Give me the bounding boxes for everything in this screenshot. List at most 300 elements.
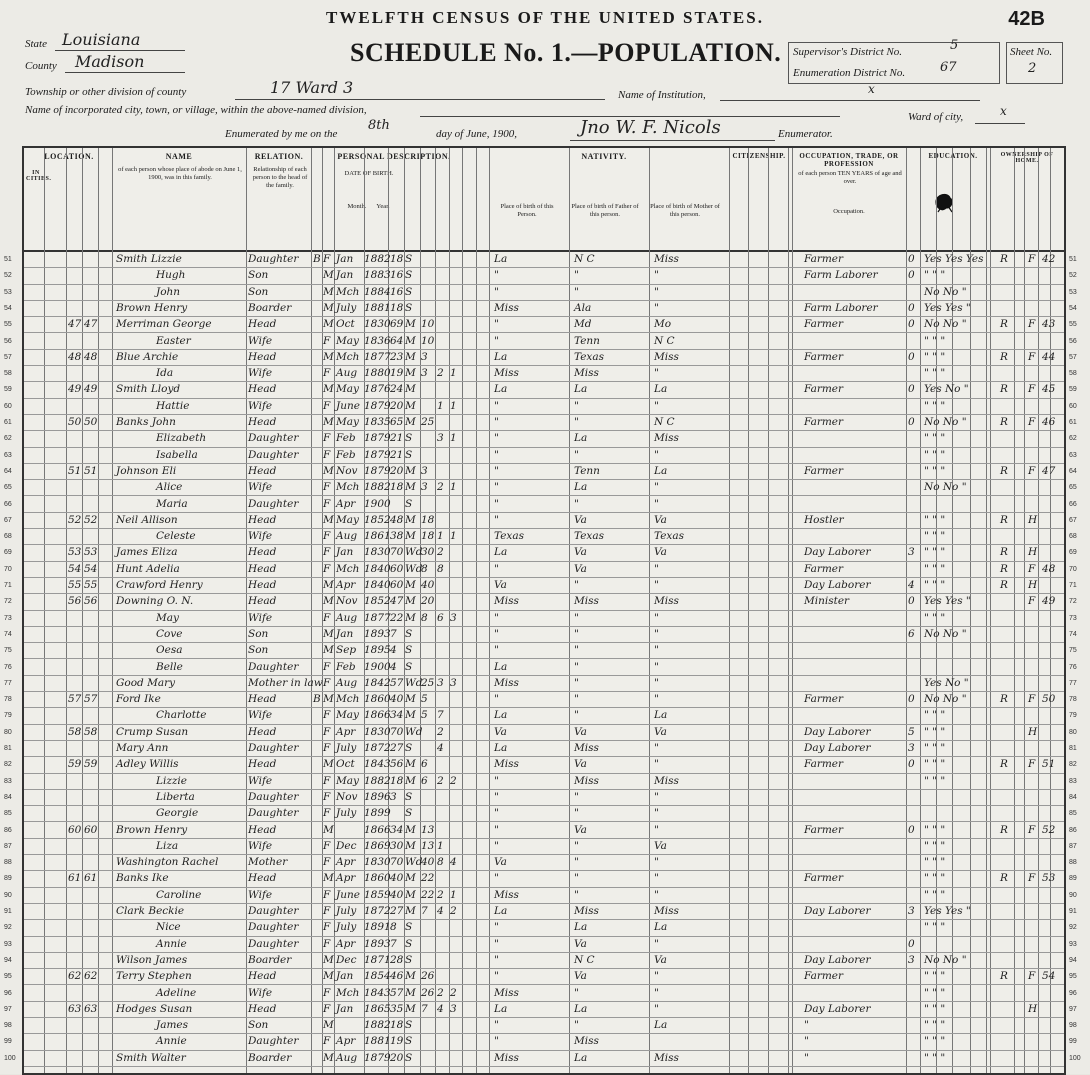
cell-mpob: "	[654, 872, 659, 885]
line-number: 95	[4, 973, 12, 981]
cell-mpob: "	[654, 790, 659, 803]
cell-unemp	[908, 1051, 920, 1066]
cell-cond: M	[405, 481, 416, 494]
cell-ch	[437, 627, 449, 642]
cell-mpob: Mo	[654, 318, 672, 331]
cell-liv: 1	[450, 432, 457, 445]
cell-yrs: 20	[421, 595, 435, 608]
cell-fm: H	[1028, 546, 1038, 559]
cell-fm	[1028, 741, 1040, 756]
cell-name: John	[156, 285, 181, 298]
line-number: 56	[1069, 337, 1077, 345]
cell-fpob: "	[574, 644, 579, 657]
cell-sex: M	[323, 644, 334, 657]
cell-fm	[1028, 529, 1040, 544]
cell-pob: "	[494, 416, 499, 428]
line-number: 61	[4, 419, 12, 426]
cell-own: R	[1000, 970, 1008, 983]
cell-fpob: Va	[574, 823, 587, 836]
cell-dw	[68, 643, 82, 658]
cell-mpob: "	[654, 399, 659, 412]
cell-fm	[1028, 431, 1040, 446]
cell-unemp: 3	[908, 546, 915, 559]
cell-mpob: Va	[654, 513, 667, 526]
cell-rel: Daughter	[248, 1035, 299, 1048]
census-row	[4, 285, 1077, 300]
line-number: 67	[4, 516, 12, 524]
cell-cond: M	[405, 318, 416, 331]
cell-rel: Head	[248, 595, 277, 608]
cell-mpob: Miss	[654, 432, 679, 445]
cell-sex: F	[323, 1035, 331, 1048]
cell-rel: Daughter	[248, 497, 299, 510]
cell-name: Maria	[156, 497, 188, 510]
cell-age: 47	[390, 595, 404, 608]
cell-fam	[84, 1034, 98, 1049]
cell-yrs	[421, 660, 435, 675]
cell-dw	[68, 986, 82, 1001]
line-number: 94	[4, 956, 12, 964]
cell-name: Liberta	[156, 790, 195, 803]
cell-pob: "	[494, 318, 499, 331]
cell-rel: Son	[248, 644, 269, 657]
cell-ed: " " "	[924, 611, 946, 624]
line-number: 53	[4, 288, 12, 296]
cell-race	[313, 774, 323, 789]
cell-occ	[804, 806, 904, 821]
cell-mpob: Miss	[654, 1051, 679, 1064]
cell-year: 1852	[364, 513, 391, 526]
cell-occ: Farmer	[804, 693, 844, 706]
line-number: 94	[1069, 956, 1077, 964]
line-number: 54	[4, 304, 12, 312]
cell-occ: Hostler	[804, 513, 844, 526]
cell-farm: 54	[1042, 970, 1056, 983]
cell-fm	[1028, 366, 1040, 381]
cell-rel: Daughter	[248, 253, 299, 265]
cell-occ: Farmer	[804, 350, 844, 363]
cell-name: Brown Henry	[116, 823, 188, 836]
cell-ch	[437, 334, 449, 349]
cell-pob: "	[494, 334, 499, 347]
cell-ed: " " "	[924, 872, 946, 885]
cell-fam: 47	[84, 318, 98, 331]
cell-dw	[68, 431, 82, 446]
cell-pob: "	[494, 839, 499, 852]
cell-fm	[1028, 480, 1040, 495]
cell-age: 56	[390, 758, 404, 771]
cell-fam	[84, 627, 98, 642]
cell-fpob: "	[574, 579, 579, 591]
cell-liv: 1	[450, 888, 457, 901]
cell-age: 46	[390, 970, 404, 983]
cell-own: R	[1000, 464, 1008, 477]
cell-name: Mary Ann	[116, 742, 169, 754]
cell-rel: Daughter	[248, 921, 299, 934]
cell-occ	[804, 399, 904, 414]
line-number: 85	[4, 810, 12, 818]
cell-sex: M	[323, 513, 334, 526]
cell-unemp	[908, 497, 920, 512]
cell-own: R	[1000, 416, 1008, 428]
census-row	[4, 594, 1077, 609]
cell-ch	[437, 382, 449, 397]
cell-own	[1000, 1002, 1012, 1017]
cell-unemp	[908, 1002, 920, 1017]
cell-age: 20	[390, 464, 404, 477]
cell-dw	[68, 301, 82, 316]
cell-month: Aug	[336, 530, 358, 543]
census-row	[4, 448, 1077, 463]
cell-unemp	[908, 855, 920, 870]
supervisor-value: 5	[950, 38, 959, 53]
line-number: 80	[4, 728, 12, 736]
nativity-header: NATIVITY.	[581, 152, 627, 161]
cell-age: 18	[390, 1019, 404, 1032]
cell-farm	[1042, 855, 1062, 870]
census-row	[4, 839, 1077, 854]
line-number: 74	[1069, 630, 1077, 638]
year-header: Year.	[376, 203, 390, 210]
cell-own	[1000, 366, 1012, 381]
cell-yrs: 6	[421, 758, 428, 771]
line-number: 66	[4, 500, 12, 508]
cell-month: Jan	[336, 253, 354, 265]
cell-year: 1893	[364, 627, 391, 640]
cell-cond: Wd	[405, 856, 423, 869]
line-number: 93	[1069, 940, 1077, 948]
cell-race	[313, 285, 323, 300]
cell-farm	[1042, 676, 1062, 691]
cell-farm	[1042, 839, 1062, 854]
cell-mpob: "	[654, 986, 659, 999]
cell-rel: Wife	[248, 399, 273, 412]
cell-sex: M	[323, 595, 334, 608]
ward-value: x	[1000, 104, 1007, 118]
cell-ch: 2	[437, 888, 444, 901]
cell-month: Mch	[336, 986, 360, 999]
census-row	[4, 334, 1077, 349]
cell-own: R	[1000, 758, 1008, 771]
location-header: LOCATION.	[44, 152, 94, 161]
cell-unemp: 0	[908, 693, 915, 706]
cell-unemp	[908, 871, 920, 886]
cell-occ: Day Laborer	[804, 725, 871, 738]
cell-unemp: 5	[908, 725, 915, 738]
cell-name: Alice	[156, 481, 183, 494]
cell-rel: Mother	[248, 856, 288, 869]
cell-fpob: Miss	[574, 1035, 599, 1048]
line-number: 75	[4, 647, 12, 655]
cell-liv	[450, 562, 462, 577]
cell-age	[390, 806, 404, 821]
cell-own: R	[1000, 579, 1008, 591]
cell-pob: La	[494, 1002, 508, 1015]
cell-unemp	[908, 986, 920, 1001]
cell-occ	[804, 448, 904, 463]
line-number: 53	[1069, 288, 1077, 296]
cell-unemp: 0	[908, 383, 915, 396]
cell-pob: "	[494, 644, 499, 657]
cell-rel: Boarder	[248, 953, 292, 966]
cell-yrs	[421, 431, 435, 446]
cell-rel: Head	[248, 383, 277, 396]
cell-unemp	[908, 431, 920, 446]
cell-farm	[1042, 627, 1062, 642]
pob-mother-header: Place of birth of Mother of this person.	[650, 203, 720, 218]
cell-yrs: 3	[421, 464, 428, 477]
cell-age: 27	[390, 742, 404, 754]
census-row	[4, 708, 1077, 723]
cell-fpob: Texas	[574, 350, 604, 363]
cell-fpob: "	[574, 611, 579, 624]
cell-sex: F	[323, 986, 331, 999]
cell-fm: F	[1028, 758, 1036, 771]
cell-ch	[437, 301, 449, 316]
cell-liv	[450, 1051, 462, 1066]
cell-mpob: "	[654, 579, 659, 591]
line-number: 91	[1069, 908, 1077, 915]
line-number: 88	[1069, 859, 1077, 867]
cell-race	[313, 643, 323, 658]
cell-own	[1000, 1018, 1012, 1033]
cell-occ: "	[804, 1019, 809, 1032]
line-number: 73	[4, 614, 12, 622]
cell-mpob: "	[654, 823, 659, 836]
cell-ch	[437, 806, 449, 821]
cell-name: Ford Ike	[116, 693, 161, 706]
cell-fam	[84, 366, 98, 381]
cell-farm	[1042, 741, 1062, 756]
cell-month: Apr	[336, 856, 356, 869]
cell-age: 24	[390, 383, 404, 396]
census-row	[4, 317, 1077, 332]
cell-farm: 49	[1042, 595, 1056, 608]
cell-occ: Minister	[804, 595, 850, 608]
cell-unemp	[908, 285, 920, 300]
education-header: EDUCATION.	[928, 152, 978, 160]
cell-fam: 59	[84, 758, 98, 771]
line-number: 55	[4, 321, 12, 329]
cell-name: Easter	[156, 334, 191, 347]
cell-rel: Head	[248, 1002, 277, 1015]
cell-sex: M	[323, 269, 334, 282]
cell-year: 1896	[364, 790, 391, 803]
cell-cond: S	[405, 497, 413, 510]
cell-month: Oct	[336, 758, 355, 771]
cell-fam	[84, 611, 98, 626]
cell-age: 16	[390, 269, 404, 282]
line-number: 90	[1069, 891, 1077, 899]
cell-dw	[68, 285, 82, 300]
township-line	[235, 99, 605, 100]
cell-race	[313, 480, 323, 495]
cell-year: 1830	[364, 725, 391, 738]
cell-year: 1840	[364, 562, 391, 575]
cell-liv	[450, 660, 462, 675]
cell-farm: 51	[1042, 758, 1056, 771]
cell-rel: Head	[248, 579, 277, 591]
line-number: 65	[4, 484, 12, 492]
cell-name: Wilson James	[116, 953, 188, 966]
cell-mpob: N C	[654, 416, 675, 428]
cell-fpob: "	[574, 872, 579, 885]
cell-fam: 53	[84, 546, 98, 559]
cell-fm	[1028, 774, 1040, 789]
cell-pob: Miss	[494, 1051, 519, 1064]
cell-sex: M	[323, 301, 334, 314]
cell-dw	[68, 904, 82, 919]
cell-mpob: "	[654, 301, 659, 314]
cell-own	[1000, 855, 1012, 870]
census-row	[4, 252, 1077, 267]
cell-cond: Wd	[405, 676, 423, 689]
line-number: 81	[1069, 745, 1077, 752]
cell-cond: S	[405, 807, 413, 820]
cell-pob: Va	[494, 856, 507, 869]
relation-subheader: Relationship of each person to the head of the family.	[252, 166, 308, 189]
cell-age: 18	[390, 481, 404, 494]
line-number: 57	[1069, 353, 1077, 361]
cell-unemp	[908, 480, 920, 495]
cell-liv: 2	[450, 774, 457, 787]
cell-age: 28	[390, 953, 404, 966]
cell-name: Hunt Adelia	[116, 562, 180, 575]
cell-race	[313, 790, 323, 805]
cell-liv	[450, 578, 462, 593]
cell-name: Celeste	[156, 530, 196, 543]
cell-occ	[804, 431, 904, 446]
cell-fam	[84, 855, 98, 870]
cell-ed: " " "	[924, 432, 946, 445]
cell-cond: S	[405, 1051, 413, 1064]
cell-dw	[68, 806, 82, 821]
cell-unemp	[908, 920, 920, 935]
cell-own	[1000, 431, 1012, 446]
cell-cond: S	[405, 1035, 413, 1048]
cell-pob: "	[494, 807, 499, 820]
cell-unemp: 0	[908, 318, 915, 331]
cell-name: Merriman George	[116, 318, 212, 331]
cell-unemp: 3	[908, 742, 915, 754]
cell-mpob: "	[654, 448, 659, 461]
cell-sex: F	[323, 839, 331, 852]
cell-yrs	[421, 806, 435, 821]
cell-rel: Wife	[248, 986, 273, 999]
cell-age: 18	[390, 253, 404, 265]
cell-farm	[1042, 806, 1062, 821]
cell-year: 1872	[364, 905, 391, 917]
census-row	[4, 790, 1077, 805]
cell-name: Elizabeth	[156, 432, 207, 445]
cell-ch	[437, 692, 449, 707]
cell-fam	[84, 1051, 98, 1066]
cell-pob: "	[494, 611, 499, 624]
cell-ch	[437, 660, 449, 675]
cell-month: Aug	[336, 1051, 358, 1064]
cell-fpob: Miss	[574, 742, 599, 754]
county-line	[65, 72, 185, 73]
cell-ch	[437, 594, 449, 609]
cell-yrs	[421, 301, 435, 316]
cell-pob: La	[494, 742, 508, 754]
cell-fpob: Va	[574, 937, 587, 950]
cell-year: 1882	[364, 1019, 391, 1032]
cell-race	[313, 986, 323, 1001]
cell-occ: Farmer	[804, 464, 844, 477]
cell-mpob	[654, 1034, 728, 1049]
cell-ed: " " "	[924, 562, 946, 575]
cell-ch	[437, 1034, 449, 1049]
cell-liv	[450, 545, 462, 560]
cell-unemp	[908, 562, 920, 577]
cell-month: Oct	[336, 318, 355, 331]
cell-occ	[804, 660, 904, 675]
cell-farm	[1042, 660, 1062, 675]
cell-rel: Head	[248, 464, 277, 477]
cell-pob: La	[494, 709, 508, 722]
cell-unemp: 3	[908, 953, 915, 966]
cell-dw	[68, 708, 82, 723]
census-row	[4, 529, 1077, 544]
cell-liv	[450, 268, 462, 283]
cell-cond: S	[405, 644, 413, 657]
cell-fpob: "	[574, 676, 579, 689]
census-row	[4, 611, 1077, 626]
cell-dw: 62	[68, 970, 82, 983]
cell-own: R	[1000, 546, 1008, 559]
census-row	[4, 937, 1077, 952]
cell-yrs: 3	[421, 481, 428, 494]
cell-name: Smith Lizzie	[116, 253, 182, 265]
cell-farm: 50	[1042, 693, 1056, 706]
cell-ed: Yes Yes "	[924, 301, 971, 314]
cell-farm	[1042, 285, 1062, 300]
cell-unemp: 6	[908, 627, 915, 640]
cell-unemp	[908, 529, 920, 544]
cell-pob: "	[494, 921, 499, 934]
cell-fm	[1028, 301, 1040, 316]
cell-year: 1881	[364, 301, 391, 314]
cell-fam: 62	[84, 970, 98, 983]
cell-ed: No No "	[924, 285, 967, 298]
cell-rel: Daughter	[248, 742, 299, 754]
cell-ch	[437, 953, 449, 968]
cell-farm	[1042, 497, 1062, 512]
cell-fam: 55	[84, 579, 98, 591]
line-number: 65	[1069, 484, 1077, 492]
cell-rel: Head	[248, 513, 277, 526]
cell-fpob: "	[574, 448, 579, 461]
cell-fpob: "	[574, 693, 579, 706]
cell-own	[1000, 920, 1012, 935]
cell-own	[1000, 676, 1012, 691]
census-row	[4, 268, 1077, 283]
row-rule	[24, 1066, 1064, 1067]
cell-own	[1000, 611, 1012, 626]
date-birth-header: DATE OF BIRTH.	[344, 170, 394, 177]
cell-occ	[804, 839, 904, 854]
cell-liv	[450, 594, 462, 609]
cell-race	[313, 301, 323, 316]
cell-cond: S	[405, 1019, 413, 1032]
cell-name: Neil Allison	[116, 513, 178, 526]
cell-year: 1899	[364, 807, 391, 820]
cell-cond: S	[405, 432, 413, 445]
cell-occ	[804, 855, 904, 870]
census-grid	[4, 146, 1081, 1075]
cell-race	[313, 904, 323, 919]
